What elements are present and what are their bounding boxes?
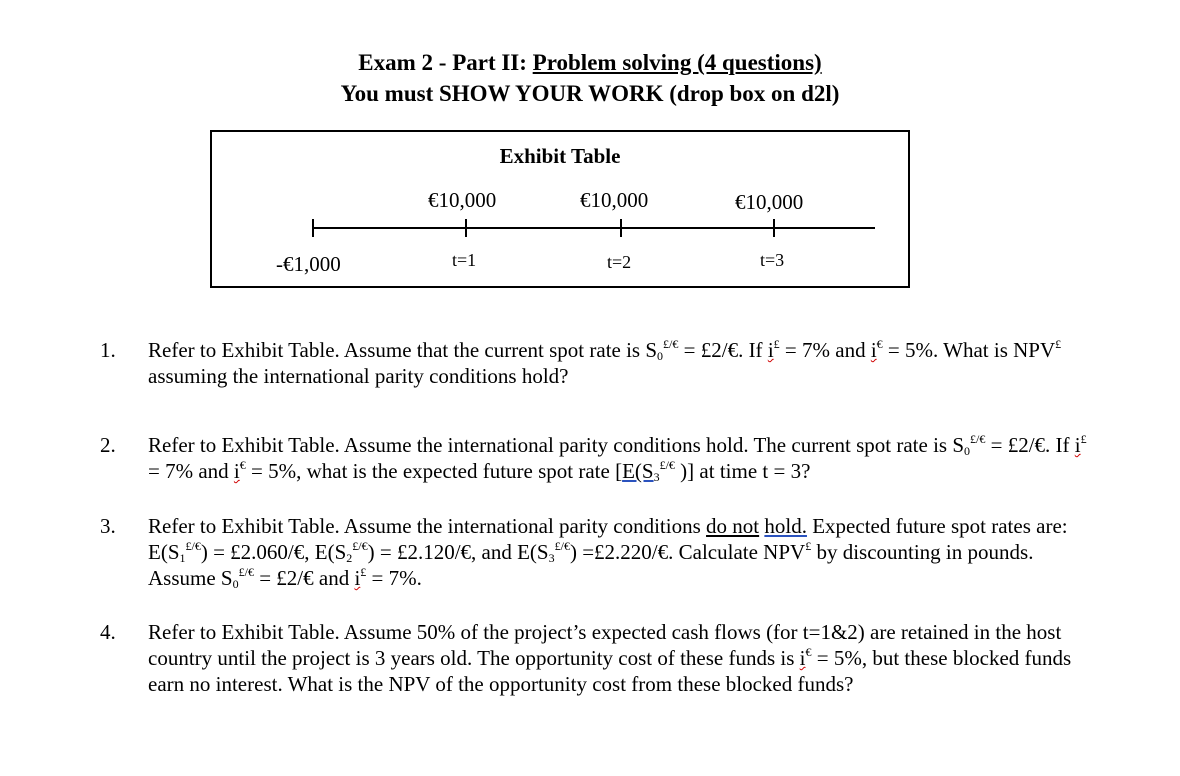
cash-flow-t1: €10,000	[428, 188, 497, 212]
question-text: Refer to Exhibit Table. Assume the international parity conditions hold. The current spot rate is $S_0^{£/€}$ = £2/€. If i£ = 7% and i€ = 5%, what is the expected future spot rate [$E(S_3^{£/€}$ )] at time t = 3?	[148, 432, 1087, 484]
timeline-tick-t2	[620, 219, 622, 237]
timeline-tick-t0	[312, 219, 314, 237]
question-number: 3.	[100, 514, 116, 538]
exam-title-prefix: Exam 2 - Part II:	[358, 50, 533, 75]
exhibit-table	[210, 130, 910, 288]
cash-flow-t3: €10,000	[735, 190, 804, 214]
question-text: Refer to Exhibit Table. Assume that the current spot rate is $S_0^{£/€}$ = £2/€. If i£ = 7% and i€ = 5%. What is NPV£ assuming the international parity conditions hold?	[148, 337, 1062, 388]
initial-investment: -€1,000	[276, 252, 341, 276]
timeline-tick-t3	[773, 219, 775, 237]
timeline-tick-t1	[465, 219, 467, 237]
time-label-t1: t=1	[452, 250, 477, 270]
timeline-line	[312, 227, 875, 229]
time-label-t2: t=2	[607, 252, 632, 272]
time-label-t3: t=3	[760, 250, 785, 270]
question-text: Refer to Exhibit Table. Assume 50% of the project’s expected cash flows (for t=1&2) are retained in the host country until the project is 3 years old. The opportunity cost of these funds is i€ = 5%, but these blocked funds earn no interest. What is the NPV of the opportunity cost from these blocked funds?	[148, 620, 1072, 696]
question-number: 4.	[100, 620, 116, 644]
cash-flow-t2: €10,000	[580, 188, 649, 212]
question-text: Refer to Exhibit Table. Assume the international parity conditions do not hold. Expected future spot rates are: $E(S_1^{£/€})$ = £2.060/€, $E(S_2^{£/€})$ = £2.120/€, and $E(S_3^{£/€})$ =£2.220/€. Calculate NPV£ by discounting in pounds. Assume $S_0^{£/€}$ = £2/€ and i£ = 7%.	[148, 514, 1068, 591]
exhibit-title: Exhibit Table	[499, 144, 621, 168]
question-number: 2.	[100, 433, 116, 457]
exam-title	[0, 50, 1180, 76]
question-number: 1.	[100, 338, 116, 362]
exam-title-underlined: Problem solving (4 questions)	[532, 50, 822, 75]
exam-instructions: You must SHOW YOUR WORK (drop box on d2l)	[340, 81, 840, 106]
